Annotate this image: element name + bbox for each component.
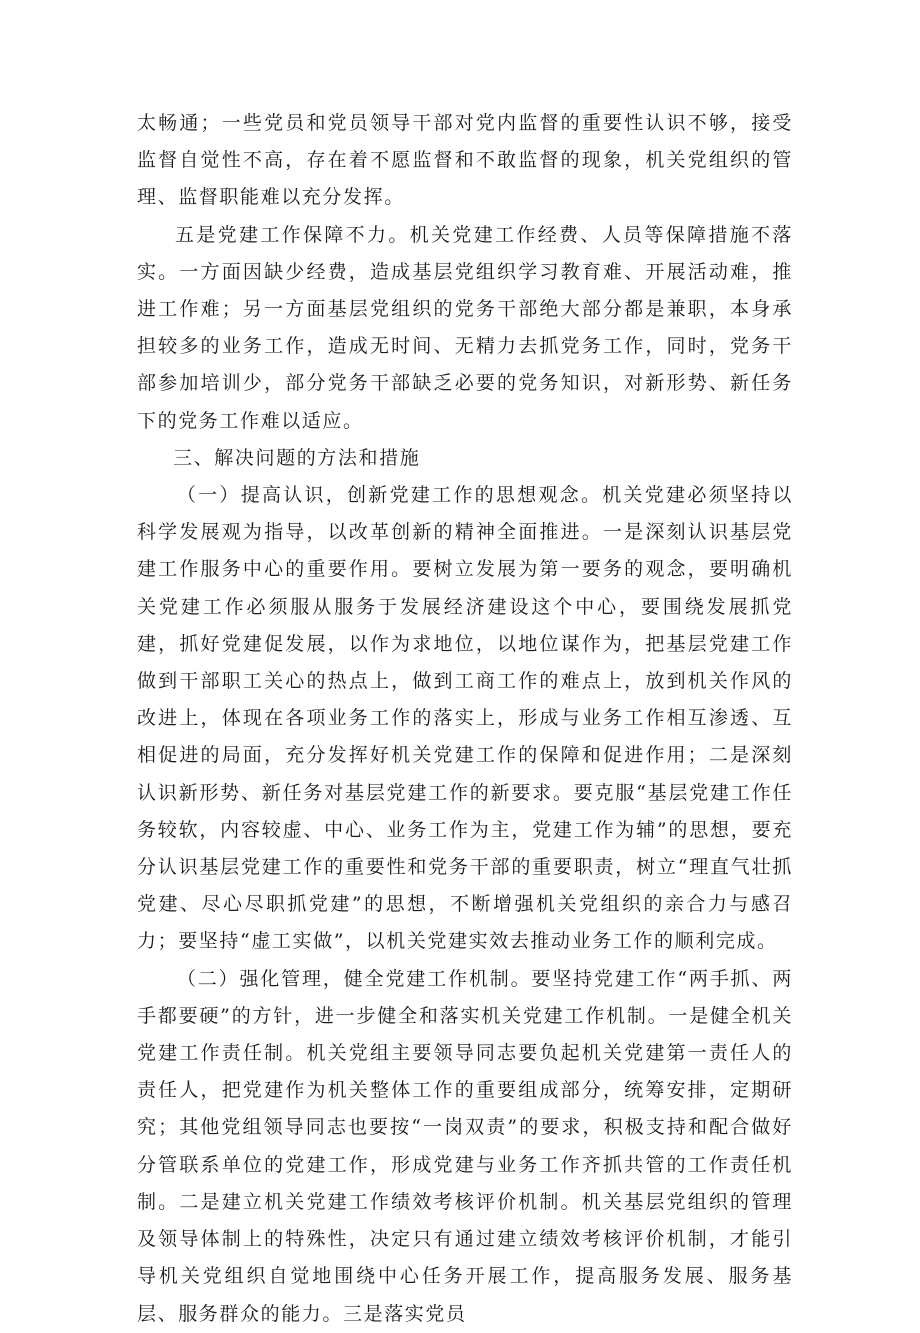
section-heading: 三、解决问题的方法和措施: [173, 446, 421, 469]
paragraph-point-five: 五是党建工作保障不力。机关党建工作经费、人员等保障措施不落实。一方面因缺少经费，造成基层党组织学习教育难、开展活动难，推进工作难；另一方面基层党组织的党务干部绝大部分都是兼职，本身承担较多的业务工作，造成无时间、无精力去抓党务工作，同时，党务干部参加培训少，部分党务干部缺乏必要的党务知识，对新形势、新任务下的党务工作难以适应。: [137, 223, 793, 432]
paragraph-subsection-one: （一）提高认识，创新党建工作的思想观念。机关党建必须坚持以科学发展观为指导，以改革创新的精神全面推进。一是深刻认识基层党建工作服务中心的重要作用。要树立发展为第一要务的观念，要明确机关党建工作必须服从服务于发展经济建设这个中心，要围绕发展抓党建，抓好党建促发展，以作为求地位，以地位谋作为，把基层党建工作做到干部职工关心的热点上，做到工商工作的难点上，放到机关作风的改进上，体现在各项业务工作的落实上，形成与业务工作相互渗透、互相促进的局面，充分发挥好机关党建工作的保障和促进作用；二是深刻认识新形势、新任务对基层党建工作的新要求。要克服“基层党建工作任务较软，内容较虚、中心、业务工作为主，党建工作为辅”的思想，要充分认识基层党建工作的重要性和党务干部的重要职责，树立“理直气壮抓党建、尽心尽职抓党建”的思想，不断增强机关党组织的亲合力与感召力；要坚持“虚工实做”，以机关党建实效去推动业务工作的顺利完成。: [137, 484, 793, 953]
paragraph-continuation: 太畅通；一些党员和党员领导干部对党内监督的重要性认识不够，接受监督自觉性不高，存在着不愿监督和不敢监督的现象，机关党组织的管理、监督职能难以充分发挥。: [137, 112, 793, 209]
paragraph-subsection-two: （二）强化管理，健全党建工作机制。要坚持党建工作“两手抓、两手都要硬”的方针，进一步健全和落实机关党建工作机制。一是健全机关党建工作责任制。机关党组主要领导同志要负起机关党建第一责任人的责任人，把党建作为机关整体工作的重要组成部分，统筹安排，定期研究；其他党组领导同志也要按“一岗双责”的要求，积极支持和配合做好分管联系单位的党建工作，形成党建与业务工作齐抓共管的工作责任机制。二是建立机关党建工作绩效考核评价机制。机关基层党组织的管理及领导体制上的特殊性，决定只有通过建立绩效考核评价机制，才能引导机关党组织自觉地围绕中心任务开展工作，提高服务发展、服务基层、服务群众的能力。三是落实党员: [137, 967, 793, 1325]
document-page: [137, 105, 793, 1333]
